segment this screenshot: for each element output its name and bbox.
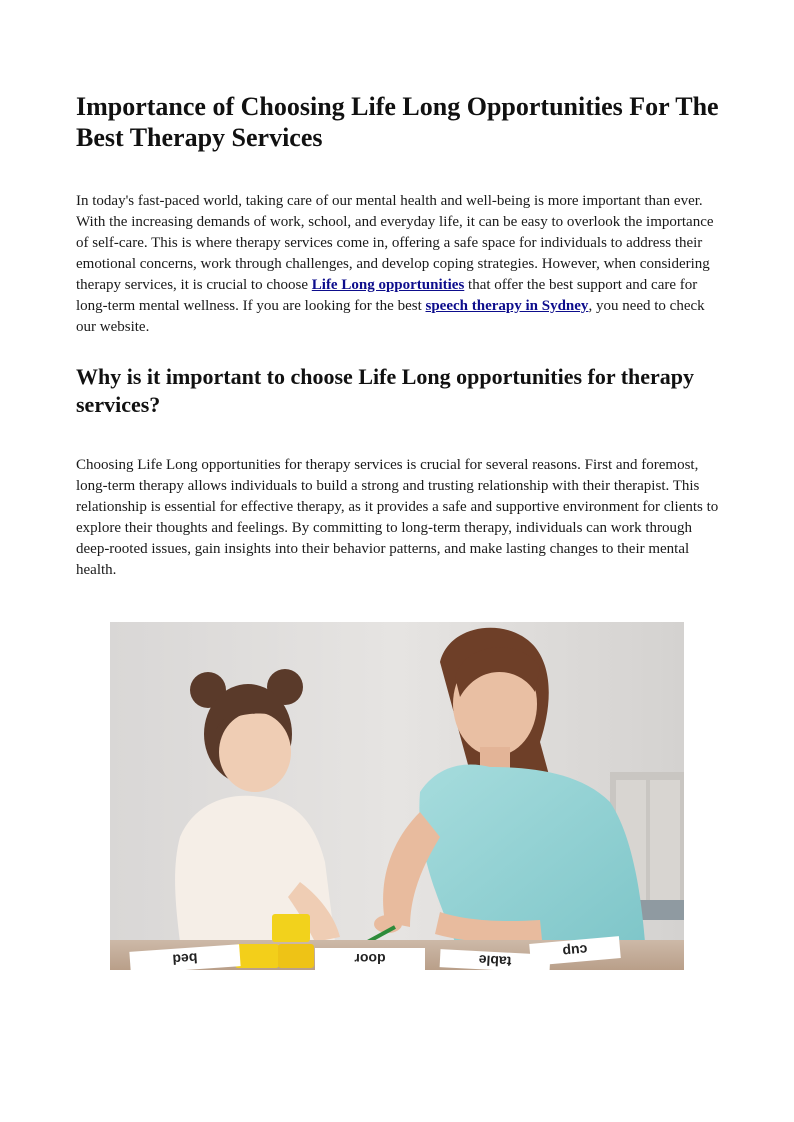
svg-text:door: door: [354, 951, 386, 967]
section-paragraph: Choosing Life Long opportunities for therapy services is crucial for several reasons. First and foremost, long-term therapy allows individuals to build a strong and trusting relationship with their therapist. This relationship is essential for effective therapy, as it provides a safe and supportive environment for clients to explore their thoughts and feelings. By committing to long-term therapy, individuals can work through deep-rooted issues, gain insights into their behavior patterns, and make lasting changes to their mental health.: [76, 457, 719, 578]
intro-text-3: , you need to check our website.: [76, 298, 705, 335]
speech-therapy-sydney-link[interactable]: speech therapy in Sydney: [425, 298, 589, 314]
life-long-opportunities-link[interactable]: Life Long opportunities: [311, 277, 465, 293]
word-card-door: [315, 948, 425, 970]
svg-text:cup: cup: [561, 941, 589, 961]
svg-text:table: table: [478, 952, 512, 970]
section-heading: Why is it important to choose Life Long opportunities for therapy services?: [76, 364, 695, 417]
svg-text:bed: bed: [172, 950, 198, 968]
page-title: Importance of Choosing Life Long Opportunities For The Best Therapy Services: [76, 92, 719, 152]
intro-text-2: that offer the best support and care for long-term mental wellness. If you are looking for the best: [76, 277, 698, 314]
therapy-session-photo: [110, 622, 684, 970]
intro-text-1: In today's fast-paced world, taking care of our mental health and well-being is more important than ever. With the increasing demands of work, school, and everyday life, it can be easy to overlook the importance of self-care. This is where therapy services come in, offering a safe space for individuals to address their emotional concerns, work through challenges, and develop coping strategies. However, when considering therapy services, it is crucial to choose: [76, 193, 714, 293]
intro-paragraph: [76, 191, 721, 338]
